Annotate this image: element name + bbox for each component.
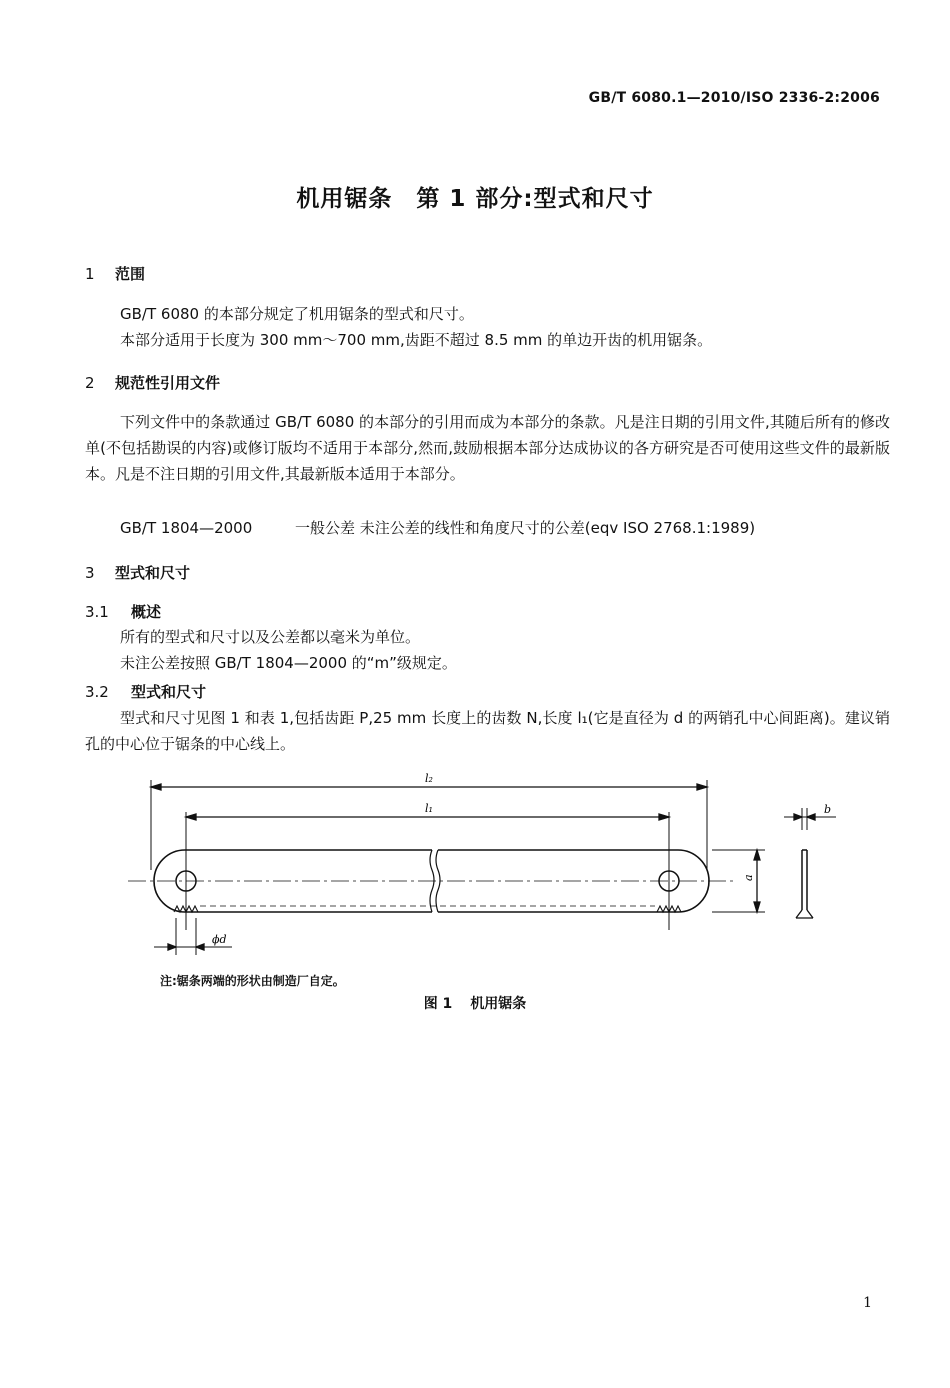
paragraph-line: 未注公差按照 GB/T 1804—2000 的“m”级规定。 (120, 654, 457, 672)
section-3-2-paragraph: 型式和尺寸见图 1 和表 1,包括齿距 P,25 mm 长度上的齿数 N,长度 l₁(它是直径为 d 的两销孔中心间距离)。建议销孔的中心位于锯条的中心线上。 (85, 709, 890, 753)
section-title: 型式和尺寸 (131, 683, 207, 701)
side-view-teeth (796, 910, 813, 918)
standard-code-header: GB/T 6080.1—2010/ISO 2336-2:2006 (588, 90, 880, 106)
section-2-paragraph: 下列文件中的条款通过 GB/T 6080 的本部分的引用而成为本部分的条款。凡是注日期的引用文件,其随后所有的修改单(不包括勘误的内容)或修订版均不适用于本部分,然而,鼓励根据本部分达成协议的各方研究是否可使用这些文件的最新版本。凡是不注日期的引用文件,其最新版本适用于本部分。 (85, 413, 890, 483)
b-label: b (824, 803, 832, 816)
section-number: 3.1 (85, 603, 109, 621)
section-title: 规范性引用文件 (115, 374, 221, 392)
arrow-head (697, 784, 707, 790)
reference-code: GB/T 1804—2000 (120, 519, 253, 537)
section-number: 2 (85, 374, 95, 392)
arrow-head (754, 850, 760, 860)
figure-note: 注:锯条两端的形状由制造厂自定。 (160, 974, 345, 988)
arrow-head (659, 814, 669, 820)
section-title: 概述 (131, 603, 162, 621)
l2-label: l₂ (425, 772, 433, 785)
paragraph-line: 所有的型式和尺寸以及公差都以毫米为单位。 (120, 628, 421, 646)
arrow-head (807, 814, 815, 820)
paragraph-line: 本部分适用于长度为 300 mm～700 mm,齿距不超过 8.5 mm 的单边开齿的机用锯条。 (120, 331, 713, 349)
break-line-right (436, 850, 440, 912)
figure-caption (0, 993, 950, 1013)
figure-title: 机用锯条 (470, 996, 527, 1012)
page-number: 1 (863, 1295, 872, 1311)
arrow-head (754, 902, 760, 912)
arrow-head (794, 814, 802, 820)
l1-label: l₁ (425, 802, 433, 815)
section-number: 3.2 (85, 683, 109, 701)
section-number: 1 (85, 265, 95, 283)
page-title: 机用锯条 第 1 部分:型式和尺寸 (296, 186, 654, 212)
paragraph-line: GB/T 6080 的本部分规定了机用锯条的型式和尺寸。 (120, 305, 474, 323)
arrow-head (168, 944, 176, 950)
section-title: 型式和尺寸 (115, 564, 191, 582)
arrow-head (196, 944, 204, 950)
arrow-head (186, 814, 196, 820)
a-label: a (742, 874, 755, 881)
arrow-head (151, 784, 161, 790)
d-label: ϕd (212, 933, 227, 946)
section-title: 范围 (115, 265, 146, 283)
reference-title: 一般公差 未注公差的线性和角度尺寸的公差(eqv ISO 2768.1:1989) (295, 519, 756, 537)
figure-number: 图 1 (423, 996, 453, 1012)
section-number: 3 (85, 564, 95, 582)
